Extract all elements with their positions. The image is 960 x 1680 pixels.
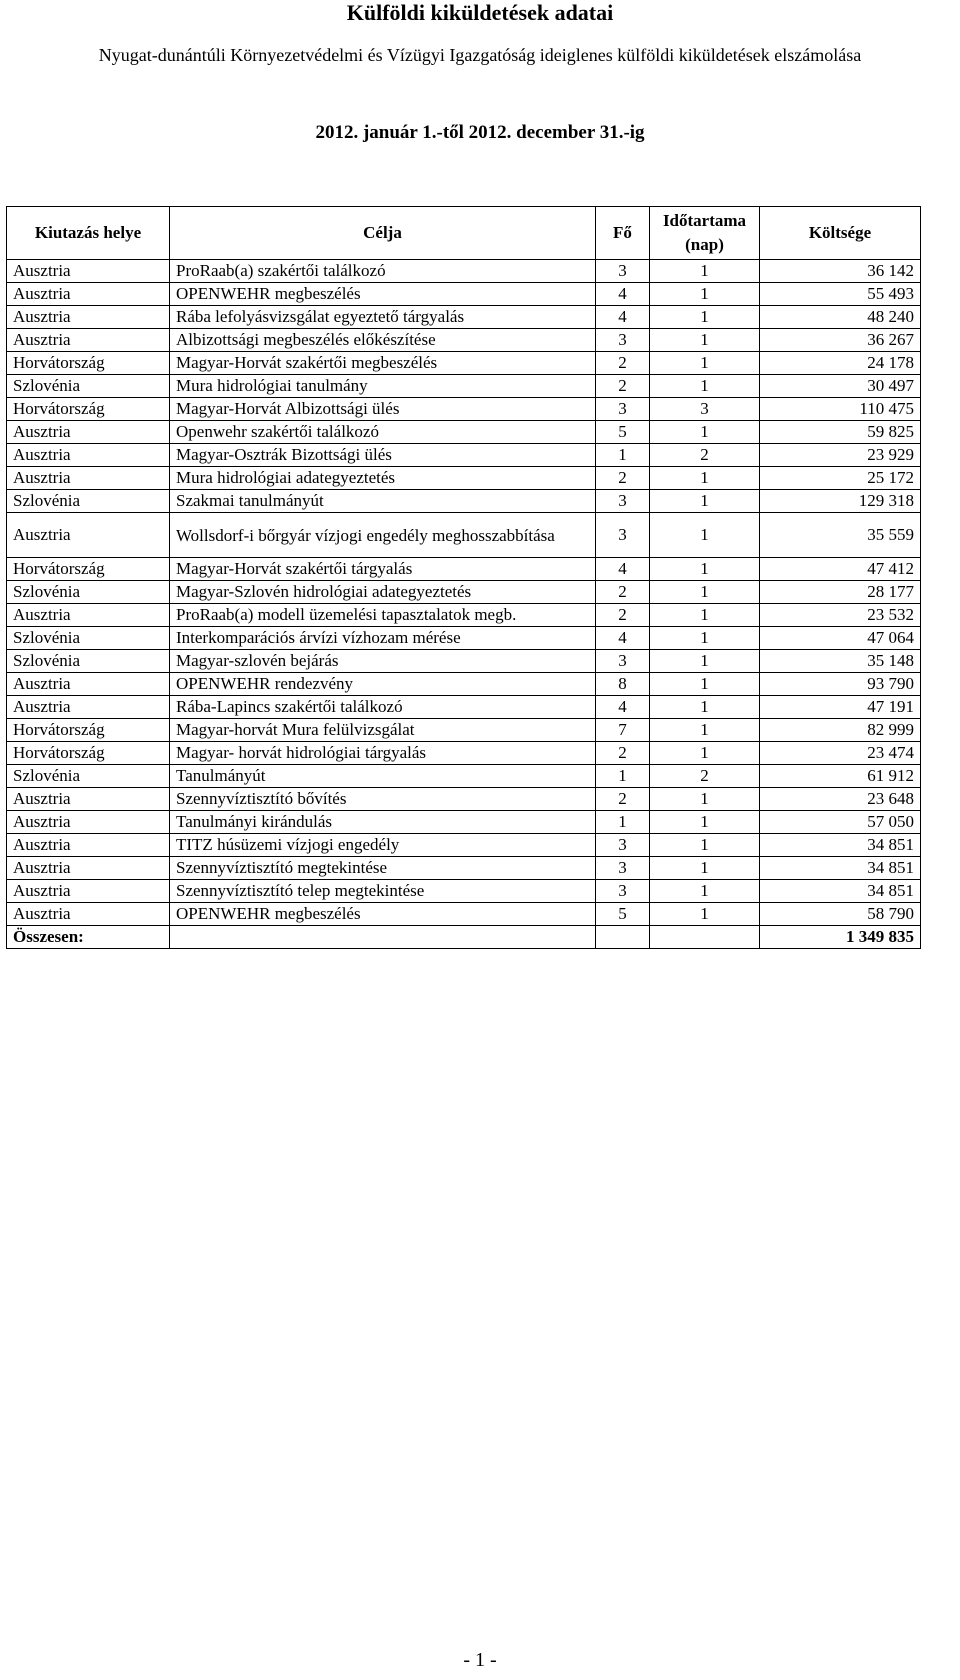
page-number: - 1 - xyxy=(463,1649,497,1671)
cell-place: Horvátország xyxy=(7,558,170,581)
table-row xyxy=(7,444,921,467)
cell-cost: 57 050 xyxy=(760,811,921,834)
trips-table xyxy=(6,206,921,949)
cell-cost: 61 912 xyxy=(760,765,921,788)
table-row xyxy=(7,765,921,788)
cell-persons: 1 xyxy=(596,811,650,834)
cell-place: Ausztria xyxy=(7,903,170,926)
cell-cost: 36 142 xyxy=(760,260,921,283)
cell-persons: 2 xyxy=(596,604,650,627)
cell-days: 1 xyxy=(650,673,760,696)
table-row xyxy=(7,283,921,306)
cell-days: 1 xyxy=(650,811,760,834)
table-row xyxy=(7,421,921,444)
cell-purpose: Tanulmányút xyxy=(170,765,596,788)
cell-place: Ausztria xyxy=(7,673,170,696)
total-cost: 1 349 835 xyxy=(760,926,921,949)
total-empty-cell xyxy=(596,926,650,949)
cell-cost: 28 177 xyxy=(760,581,921,604)
cell-place: Ausztria xyxy=(7,513,170,558)
cell-days: 1 xyxy=(650,696,760,719)
table-row xyxy=(7,719,921,742)
trips-table-body xyxy=(7,260,921,926)
cell-days: 2 xyxy=(650,444,760,467)
cell-persons: 3 xyxy=(596,260,650,283)
cell-place: Ausztria xyxy=(7,857,170,880)
cell-persons: 2 xyxy=(596,467,650,490)
cell-persons: 3 xyxy=(596,329,650,352)
cell-purpose: Magyar-Horvát szakértői megbeszélés xyxy=(170,352,596,375)
cell-place: Ausztria xyxy=(7,604,170,627)
cell-cost: 34 851 xyxy=(760,880,921,903)
cell-persons: 3 xyxy=(596,650,650,673)
cell-place: Ausztria xyxy=(7,811,170,834)
total-row xyxy=(7,926,921,949)
table-row xyxy=(7,604,921,627)
cell-days: 1 xyxy=(650,742,760,765)
header-purpose: Célja xyxy=(170,207,596,260)
total-empty-cell xyxy=(170,926,596,949)
table-row xyxy=(7,834,921,857)
cell-days: 1 xyxy=(650,513,760,558)
cell-days: 1 xyxy=(650,857,760,880)
cell-place: Ausztria xyxy=(7,283,170,306)
cell-purpose: Szakmai tanulmányút xyxy=(170,490,596,513)
header-persons: Fő xyxy=(596,207,650,260)
cell-days: 1 xyxy=(650,352,760,375)
reporting-period: 2012. január 1.-től 2012. december 31.-ig xyxy=(315,122,645,143)
cell-cost: 30 497 xyxy=(760,375,921,398)
cell-persons: 3 xyxy=(596,880,650,903)
cell-purpose: Rába-Lapincs szakértői találkozó xyxy=(170,696,596,719)
cell-persons: 4 xyxy=(596,558,650,581)
total-empty-cell xyxy=(650,926,760,949)
cell-days: 1 xyxy=(650,604,760,627)
cell-purpose: OPENWEHR rendezvény xyxy=(170,673,596,696)
cell-cost: 47 191 xyxy=(760,696,921,719)
cell-cost: 25 172 xyxy=(760,467,921,490)
document-title: Külföldi kiküldetések adatai xyxy=(346,0,614,25)
cell-purpose: Wollsdorf-i bőrgyár vízjogi engedély meghosszabbítása xyxy=(170,513,596,558)
cell-days: 1 xyxy=(650,375,760,398)
cell-days: 2 xyxy=(650,765,760,788)
cell-place: Ausztria xyxy=(7,834,170,857)
cell-persons: 8 xyxy=(596,673,650,696)
cell-cost: 35 559 xyxy=(760,513,921,558)
cell-place: Ausztria xyxy=(7,306,170,329)
cell-days: 1 xyxy=(650,306,760,329)
cell-days: 1 xyxy=(650,719,760,742)
cell-cost: 24 178 xyxy=(760,352,921,375)
table-row xyxy=(7,329,921,352)
cell-place: Szlovénia xyxy=(7,375,170,398)
cell-cost: 82 999 xyxy=(760,719,921,742)
cell-purpose: TITZ húsüzemi vízjogi engedély xyxy=(170,834,596,857)
cell-persons: 1 xyxy=(596,444,650,467)
cell-days: 1 xyxy=(650,283,760,306)
cell-purpose: Openwehr szakértői találkozó xyxy=(170,421,596,444)
cell-purpose: Magyar-szlovén bejárás xyxy=(170,650,596,673)
table-row xyxy=(7,490,921,513)
cell-purpose: Mura hidrológiai adategyeztetés xyxy=(170,467,596,490)
table-row xyxy=(7,260,921,283)
cell-cost: 36 267 xyxy=(760,329,921,352)
cell-place: Szlovénia xyxy=(7,765,170,788)
cell-days: 3 xyxy=(650,398,760,421)
cell-cost: 48 240 xyxy=(760,306,921,329)
cell-purpose: Szennyvíztisztító megtekintése xyxy=(170,857,596,880)
cell-persons: 4 xyxy=(596,306,650,329)
cell-days: 1 xyxy=(650,421,760,444)
cell-persons: 2 xyxy=(596,352,650,375)
cell-persons: 3 xyxy=(596,513,650,558)
cell-place: Szlovénia xyxy=(7,650,170,673)
cell-place: Szlovénia xyxy=(7,581,170,604)
table-row xyxy=(7,903,921,926)
cell-cost: 59 825 xyxy=(760,421,921,444)
cell-purpose: OPENWEHR megbeszélés xyxy=(170,283,596,306)
cell-persons: 4 xyxy=(596,627,650,650)
total-label: Összesen: xyxy=(7,926,170,949)
trips-table-footer xyxy=(7,926,921,949)
table-row xyxy=(7,467,921,490)
header-place: Kiutazás helye xyxy=(7,207,170,260)
cell-purpose: Albizottsági megbeszélés előkészítése xyxy=(170,329,596,352)
cell-place: Ausztria xyxy=(7,421,170,444)
cell-place: Szlovénia xyxy=(7,490,170,513)
header-row xyxy=(7,207,921,260)
cell-cost: 23 929 xyxy=(760,444,921,467)
cell-persons: 5 xyxy=(596,903,650,926)
cell-days: 1 xyxy=(650,260,760,283)
cell-purpose: Magyar-Horvát Albizottsági ülés xyxy=(170,398,596,421)
cell-persons: 3 xyxy=(596,398,650,421)
cell-purpose: Magyar-Osztrák Bizottsági ülés xyxy=(170,444,596,467)
cell-persons: 3 xyxy=(596,857,650,880)
table-row xyxy=(7,513,921,558)
table-row xyxy=(7,558,921,581)
trips-table-header xyxy=(7,207,921,260)
cell-cost: 58 790 xyxy=(760,903,921,926)
cell-persons: 2 xyxy=(596,788,650,811)
cell-days: 1 xyxy=(650,880,760,903)
cell-purpose: Magyar-horvát Mura felülvizsgálat xyxy=(170,719,596,742)
cell-purpose: ProRaab(a) modell üzemelési tapasztalatok megb. xyxy=(170,604,596,627)
cell-place: Ausztria xyxy=(7,696,170,719)
cell-place: Ausztria xyxy=(7,788,170,811)
cell-days: 1 xyxy=(650,329,760,352)
cell-days: 1 xyxy=(650,788,760,811)
table-row xyxy=(7,880,921,903)
cell-cost: 23 648 xyxy=(760,788,921,811)
cell-cost: 47 064 xyxy=(760,627,921,650)
cell-persons: 3 xyxy=(596,490,650,513)
cell-cost: 23 474 xyxy=(760,742,921,765)
cell-purpose: Magyar- horvát hidrológiai tárgyalás xyxy=(170,742,596,765)
table-row xyxy=(7,581,921,604)
cell-cost: 23 532 xyxy=(760,604,921,627)
cell-cost: 55 493 xyxy=(760,283,921,306)
cell-persons: 4 xyxy=(596,696,650,719)
table-row xyxy=(7,650,921,673)
cell-cost: 34 851 xyxy=(760,857,921,880)
header-cost: Költsége xyxy=(760,207,921,260)
cell-place: Ausztria xyxy=(7,467,170,490)
cell-place: Ausztria xyxy=(7,329,170,352)
cell-persons: 2 xyxy=(596,742,650,765)
cell-days: 1 xyxy=(650,650,760,673)
table-row xyxy=(7,398,921,421)
cell-purpose: Interkomparációs árvízi vízhozam mérése xyxy=(170,627,596,650)
table-row xyxy=(7,375,921,398)
table-row xyxy=(7,857,921,880)
cell-persons: 4 xyxy=(596,283,650,306)
cell-purpose: OPENWEHR megbeszélés xyxy=(170,903,596,926)
table-row xyxy=(7,696,921,719)
cell-place: Ausztria xyxy=(7,880,170,903)
cell-cost: 93 790 xyxy=(760,673,921,696)
cell-place: Ausztria xyxy=(7,444,170,467)
cell-days: 1 xyxy=(650,558,760,581)
cell-cost: 129 318 xyxy=(760,490,921,513)
cell-purpose: Szennyvíztisztító bővítés xyxy=(170,788,596,811)
cell-cost: 34 851 xyxy=(760,834,921,857)
cell-days: 1 xyxy=(650,490,760,513)
table-row xyxy=(7,352,921,375)
table-row xyxy=(7,306,921,329)
cell-persons: 2 xyxy=(596,581,650,604)
cell-purpose: Mura hidrológiai tanulmány xyxy=(170,375,596,398)
cell-place: Horvátország xyxy=(7,398,170,421)
table-row xyxy=(7,673,921,696)
cell-place: Horvátország xyxy=(7,352,170,375)
header-duration: Időtartama (nap) xyxy=(650,207,760,260)
cell-place: Horvátország xyxy=(7,719,170,742)
cell-days: 1 xyxy=(650,834,760,857)
cell-cost: 35 148 xyxy=(760,650,921,673)
cell-purpose: Magyar-Horvát szakértői tárgyalás xyxy=(170,558,596,581)
table-row xyxy=(7,742,921,765)
cell-place: Horvátország xyxy=(7,742,170,765)
table-row xyxy=(7,811,921,834)
cell-persons: 1 xyxy=(596,765,650,788)
table-row xyxy=(7,788,921,811)
cell-days: 1 xyxy=(650,467,760,490)
cell-days: 1 xyxy=(650,627,760,650)
cell-place: Ausztria xyxy=(7,260,170,283)
cell-cost: 110 475 xyxy=(760,398,921,421)
cell-days: 1 xyxy=(650,903,760,926)
cell-purpose: Magyar-Szlovén hidrológiai adategyeztetés xyxy=(170,581,596,604)
cell-days: 1 xyxy=(650,581,760,604)
cell-purpose: Szennyvíztisztító telep megtekintése xyxy=(170,880,596,903)
cell-purpose: ProRaab(a) szakértői találkozó xyxy=(170,260,596,283)
cell-persons: 3 xyxy=(596,834,650,857)
cell-purpose: Rába lefolyásvizsgálat egyeztető tárgyalás xyxy=(170,306,596,329)
cell-persons: 5 xyxy=(596,421,650,444)
document-subtitle: Nyugat-dunántúli Környezetvédelmi és Vízügyi Igazgatóság ideiglenes külföldi kiküldetések elszámolása xyxy=(98,45,862,65)
cell-cost: 47 412 xyxy=(760,558,921,581)
cell-persons: 7 xyxy=(596,719,650,742)
cell-place: Szlovénia xyxy=(7,627,170,650)
cell-persons: 2 xyxy=(596,375,650,398)
table-row xyxy=(7,627,921,650)
cell-purpose: Tanulmányi kirándulás xyxy=(170,811,596,834)
